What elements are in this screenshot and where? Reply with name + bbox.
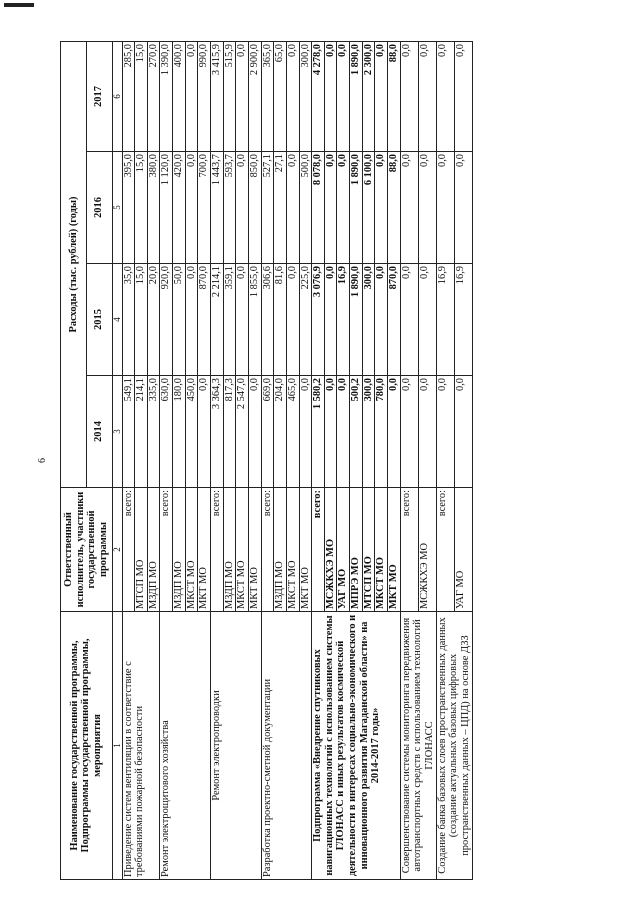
- value-cell-2015: 1 855,0: [248, 264, 261, 376]
- table-row: [122, 42, 135, 880]
- header-year: 2016: [86, 152, 112, 264]
- value-cell-2015: 2 214,1: [211, 264, 224, 376]
- value-cell-2017: 15,0: [135, 42, 148, 152]
- value-cell-2016: 0,0: [185, 152, 198, 264]
- header-year: 2015: [86, 264, 112, 376]
- responsible-cell: МСЖКХЭ МО: [418, 488, 436, 612]
- responsible-cell: МКТ МО: [388, 488, 401, 612]
- value-cell-2014: 780,0: [375, 376, 388, 488]
- responsible-cell: всего:: [436, 488, 454, 612]
- value-cell-2016: 420,0: [173, 152, 186, 264]
- index-cell: 6: [112, 42, 122, 152]
- responsible-cell: всего:: [211, 488, 224, 612]
- responsible-cell: МКСТ МО: [375, 488, 388, 612]
- value-cell-2017: 1 390,0: [160, 42, 173, 152]
- value-cell-2017: 300,0: [299, 42, 312, 152]
- value-cell-2014: 0,0: [248, 376, 261, 488]
- value-cell-2015: 50,0: [173, 264, 186, 376]
- value-cell-2015: 0,0: [236, 264, 249, 376]
- value-cell-2017: 3 415,9: [211, 42, 224, 152]
- value-cell-2014: 180,0: [173, 376, 186, 488]
- value-cell-2017: 4 278,0: [312, 42, 325, 152]
- value-cell-2014: 214,1: [135, 376, 148, 488]
- index-cell: 1: [112, 612, 122, 880]
- value-cell-2015: 20,0: [147, 264, 160, 376]
- program-name-cell: Ремонт электропроводки: [211, 612, 262, 880]
- value-cell-2014: 0,0: [299, 376, 312, 488]
- program-name-cell: Разработка проектно-сметной документации: [261, 612, 312, 880]
- value-cell-2014: 0,0: [418, 376, 436, 488]
- value-cell-2016: 88,0: [388, 152, 401, 264]
- value-cell-2016: 527,1: [261, 152, 274, 264]
- value-cell-2015: 0,0: [185, 264, 198, 376]
- value-cell-2017: 2 300,0: [362, 42, 375, 152]
- value-cell-2017: 2 900,0: [248, 42, 261, 152]
- value-cell-2015: 0,0: [375, 264, 388, 376]
- value-cell-2014: 0,0: [388, 376, 401, 488]
- value-cell-2015: 81,6: [274, 264, 287, 376]
- header-year: 2014: [86, 376, 112, 488]
- value-cell-2017: 88,0: [388, 42, 401, 152]
- value-cell-2014: 630,0: [160, 376, 173, 488]
- value-cell-2016: 6 100,0: [362, 152, 375, 264]
- value-cell-2014: 669,0: [261, 376, 274, 488]
- responsible-cell: всего:: [122, 488, 135, 612]
- responsible-cell: МСЖКХЭ МО: [324, 488, 337, 612]
- responsible-cell: УАГ МО: [337, 488, 350, 612]
- value-cell-2015: 1 890,0: [350, 264, 363, 376]
- table-row: [436, 42, 454, 880]
- value-cell-2015: 870,0: [388, 264, 401, 376]
- value-cell-2015: 306,6: [261, 264, 274, 376]
- value-cell-2017: 270,0: [147, 42, 160, 152]
- value-cell-2015: 16,9: [454, 264, 472, 376]
- responsible-cell: МКСТ МО: [185, 488, 198, 612]
- value-cell-2014: 0,0: [454, 376, 472, 488]
- value-cell-2016: 0,0: [400, 152, 418, 264]
- value-cell-2016: 1 120,0: [160, 152, 173, 264]
- value-cell-2017: 990,0: [198, 42, 211, 152]
- value-cell-2016: 0,0: [436, 152, 454, 264]
- responsible-cell: МКСТ МО: [236, 488, 249, 612]
- table-row: [261, 42, 274, 880]
- header-row-1: [61, 42, 87, 880]
- value-cell-2014: 0,0: [400, 376, 418, 488]
- value-cell-2014: 0,0: [337, 376, 350, 488]
- value-cell-2014: 500,2: [350, 376, 363, 488]
- index-cell: 4: [112, 264, 122, 376]
- table-row: [312, 42, 325, 880]
- value-cell-2017: 0,0: [236, 42, 249, 152]
- index-cell: 3: [112, 376, 122, 488]
- responsible-cell: МПРЭ МО: [350, 488, 363, 612]
- responsible-cell: МЗДП МО: [274, 488, 287, 612]
- value-cell-2015: 300,0: [362, 264, 375, 376]
- scan-corner-mark: [4, 3, 34, 7]
- value-cell-2016: 0,0: [236, 152, 249, 264]
- value-cell-2017: 0,0: [400, 42, 418, 152]
- value-cell-2014: 450,0: [185, 376, 198, 488]
- program-name-cell: Создание банка базовых слоев пространственных данных (создание актуальных базовых цифровых пространственных данных – ЦПД) на основе ДЗЗ: [436, 612, 472, 880]
- value-cell-2016: 0,0: [324, 152, 337, 264]
- value-cell-2017: 400,0: [173, 42, 186, 152]
- value-cell-2016: 0,0: [375, 152, 388, 264]
- value-cell-2014: 2 547,0: [236, 376, 249, 488]
- index-cell: 2: [112, 488, 122, 612]
- value-cell-2014: 0,0: [324, 376, 337, 488]
- value-cell-2015: 35,0: [122, 264, 135, 376]
- value-cell-2016: 700,0: [198, 152, 211, 264]
- responsible-cell: всего:: [261, 488, 274, 612]
- value-cell-2016: 1 890,0: [350, 152, 363, 264]
- value-cell-2017: 285,0: [122, 42, 135, 152]
- header-year: 2017: [86, 42, 112, 152]
- responsible-cell: всего:: [312, 488, 325, 612]
- value-cell-2017: 515,9: [223, 42, 236, 152]
- program-name-cell: Совершенствование системы мониторинга передвижения автотранспортных средств с использованием технологий ГЛОНАСС: [400, 612, 436, 880]
- value-cell-2017: 365,0: [261, 42, 274, 152]
- responsible-cell: МТСП МО: [135, 488, 148, 612]
- value-cell-2016: 8 078,0: [312, 152, 325, 264]
- value-cell-2014: 0,0: [198, 376, 211, 488]
- value-cell-2014: 204,0: [274, 376, 287, 488]
- value-cell-2016: 500,0: [299, 152, 312, 264]
- responsible-cell: МЗДП МО: [223, 488, 236, 612]
- value-cell-2017: 0,0: [418, 42, 436, 152]
- table-row: [211, 42, 224, 880]
- value-cell-2016: 15,0: [135, 152, 148, 264]
- index-cell: 5: [112, 152, 122, 264]
- value-cell-2015: 3 076,9: [312, 264, 325, 376]
- responsible-cell: МКСТ МО: [286, 488, 299, 612]
- value-cell-2015: 359,1: [223, 264, 236, 376]
- value-cell-2015: 920,0: [160, 264, 173, 376]
- responsible-cell: МКТ МО: [198, 488, 211, 612]
- responsible-cell: всего:: [160, 488, 173, 612]
- value-cell-2017: 0,0: [436, 42, 454, 152]
- table-body: [122, 42, 472, 880]
- responsible-cell: МКТ МО: [299, 488, 312, 612]
- value-cell-2016: 395,0: [122, 152, 135, 264]
- value-cell-2015: 225,0: [299, 264, 312, 376]
- value-cell-2016: 27,1: [274, 152, 287, 264]
- value-cell-2015: 0,0: [418, 264, 436, 376]
- value-cell-2016: 1 443,7: [211, 152, 224, 264]
- program-name-cell: Ремонт электрощитового хозяйства: [160, 612, 211, 880]
- rotated-table-container: [60, 40, 610, 880]
- value-cell-2016: 380,0: [147, 152, 160, 264]
- value-cell-2014: 549,1: [122, 376, 135, 488]
- value-cell-2014: 300,0: [362, 376, 375, 488]
- value-cell-2016: 0,0: [337, 152, 350, 264]
- program-name-cell: Подпрограмма «Внедрение спутниковых навигационных технологий с использованием системы ГЛОНАСС и иных результатов космической деятельности в интересах социально-экономического и инновационного развития Магаданской области» на 2014-2017 годы»: [312, 612, 400, 880]
- value-cell-2017: 0,0: [454, 42, 472, 152]
- value-cell-2014: 465,0: [286, 376, 299, 488]
- value-cell-2015: 0,0: [286, 264, 299, 376]
- value-cell-2017: 0,0: [185, 42, 198, 152]
- value-cell-2014: 1 580,2: [312, 376, 325, 488]
- table-row: [400, 42, 418, 880]
- value-cell-2014: 817,3: [223, 376, 236, 488]
- program-name-cell: Приведение систем вентиляции в соответствие с требованиями пожарной безопасности: [122, 612, 160, 880]
- value-cell-2015: 16,9: [337, 264, 350, 376]
- budget-table: [60, 41, 473, 880]
- value-cell-2016: 0,0: [418, 152, 436, 264]
- responsible-cell: МКТ МО: [248, 488, 261, 612]
- header-name: Наименование государственной программы, Подпрограммы государственной программы, мероприятия: [61, 612, 113, 880]
- responsible-cell: МТСП МО: [362, 488, 375, 612]
- value-cell-2014: 335,0: [147, 376, 160, 488]
- value-cell-2017: 0,0: [337, 42, 350, 152]
- responsible-cell: УАГ МО: [454, 488, 472, 612]
- value-cell-2017: 0,0: [375, 42, 388, 152]
- value-cell-2015: 16,9: [436, 264, 454, 376]
- responsible-cell: всего:: [400, 488, 418, 612]
- header-expenses: Расходы (тыс. рублей) (годы): [61, 42, 87, 488]
- value-cell-2017: 0,0: [324, 42, 337, 152]
- page-number: 6: [37, 458, 48, 463]
- value-cell-2017: 0,0: [286, 42, 299, 152]
- index-row: [112, 42, 122, 880]
- responsible-cell: МЗДП МО: [173, 488, 186, 612]
- value-cell-2015: 15,0: [135, 264, 148, 376]
- value-cell-2016: 850,0: [248, 152, 261, 264]
- responsible-cell: МЗДП МО: [147, 488, 160, 612]
- value-cell-2015: 870,0: [198, 264, 211, 376]
- value-cell-2014: 0,0: [436, 376, 454, 488]
- value-cell-2017: 1 890,0: [350, 42, 363, 152]
- value-cell-2016: 593,7: [223, 152, 236, 264]
- table-row: [160, 42, 173, 880]
- header-responsible: Ответственный исполнитель, участники государственной программы: [61, 488, 113, 612]
- value-cell-2017: 65,0: [274, 42, 287, 152]
- value-cell-2014: 3 364,3: [211, 376, 224, 488]
- value-cell-2015: 0,0: [324, 264, 337, 376]
- value-cell-2016: 0,0: [286, 152, 299, 264]
- value-cell-2015: 0,0: [400, 264, 418, 376]
- value-cell-2016: 0,0: [454, 152, 472, 264]
